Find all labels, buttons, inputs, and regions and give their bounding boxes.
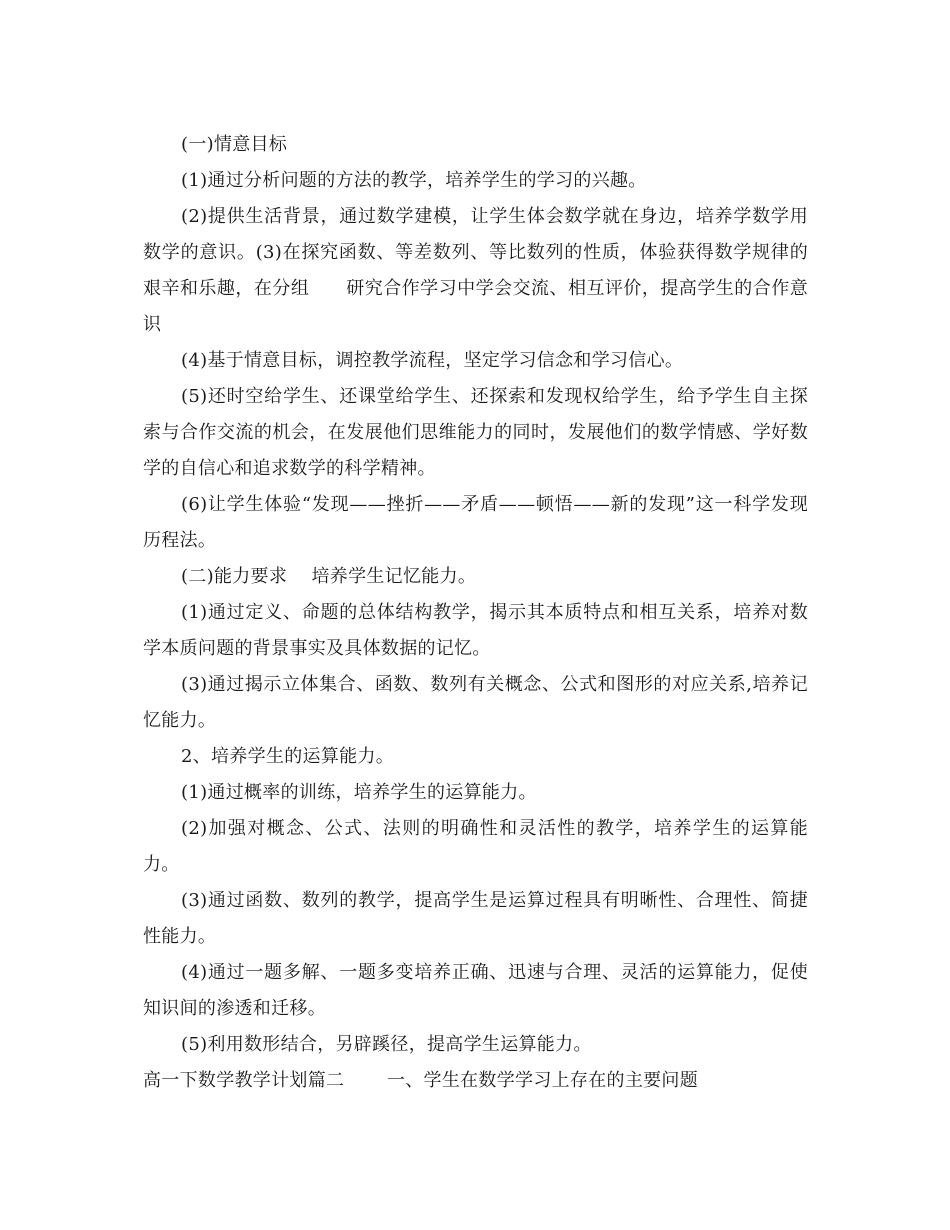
paragraph-ability-heading: (二)能力要求 培养学生记忆能力。 bbox=[181, 566, 477, 587]
paragraph-memory-1: (1)通过定义、命题的总体结构教学，揭示其本质特点和相互关系，培养对数学本质问题的背景事实及具体数据的记忆。 bbox=[143, 602, 808, 659]
paragraph-section-two-heading: 高一下数学教学计划篇二 一、学生在数学学习上存在的主要问题 bbox=[143, 1070, 699, 1091]
paragraph-goal-5: (5)还时空给学生、还课堂给学生、还探索和发现权给学生，给予学生自主探索与合作交流的机会，在发展他们思维能力的同时，发展他们的数学情感、学好数学的自信心和追求数学的科学精神。 bbox=[143, 386, 808, 479]
paragraph-goal-1: (1)通过分析问题的方法的教学，培养学生的学习的兴趣。 bbox=[181, 170, 647, 191]
paragraph-computation-4: (4)通过一题多解、一题多变培养正确、迅速与合理、灵活的运算能力，促使知识间的渗透和迁移。 bbox=[143, 962, 808, 1019]
paragraph-memory-3: (3)通过揭示立体集合、函数、数列有关概念、公式和图形的对应关系,培养记忆能力。 bbox=[143, 674, 808, 731]
paragraph-computation-heading: 2、培养学生的运算能力。 bbox=[181, 746, 395, 767]
paragraph-computation-2: (2)加强对概念、公式、法则的明确性和灵活性的教学，培养学生的运算能力。 bbox=[143, 818, 808, 875]
paragraph-computation-3: (3)通过函数、数列的教学，提高学生是运算过程具有明晰性、合理性、简捷性能力。 bbox=[143, 890, 808, 947]
paragraph-computation-5: (5)利用数形结合，另辟蹊径，提高学生运算能力。 bbox=[181, 1034, 592, 1055]
paragraph-affective-goals-heading: (一)情意目标 bbox=[181, 134, 288, 155]
paragraph-goal-2-3: (2)提供生活背景，通过数学建模，让学生体会数学就在身边，培养学数学用数学的意识。(3)在探究函数、等差数列、等比数列的性质，体验获得数学规律的艰辛和乐趣，在分组 研究合作学习中学会交流、相互评价，提高学生的合作意识 bbox=[143, 206, 808, 335]
document-body bbox=[143, 127, 808, 1099]
paragraph-computation-1: (1)通过概率的训练，培养学生的运算能力。 bbox=[181, 782, 537, 803]
paragraph-goal-4: (4)基于情意目标，调控教学流程，坚定学习信念和学习信心。 bbox=[181, 350, 684, 371]
paragraph-goal-6: (6)让学生体验“发现——挫折——矛盾——顿悟——新的发现”这一科学发现历程法。 bbox=[143, 494, 808, 551]
